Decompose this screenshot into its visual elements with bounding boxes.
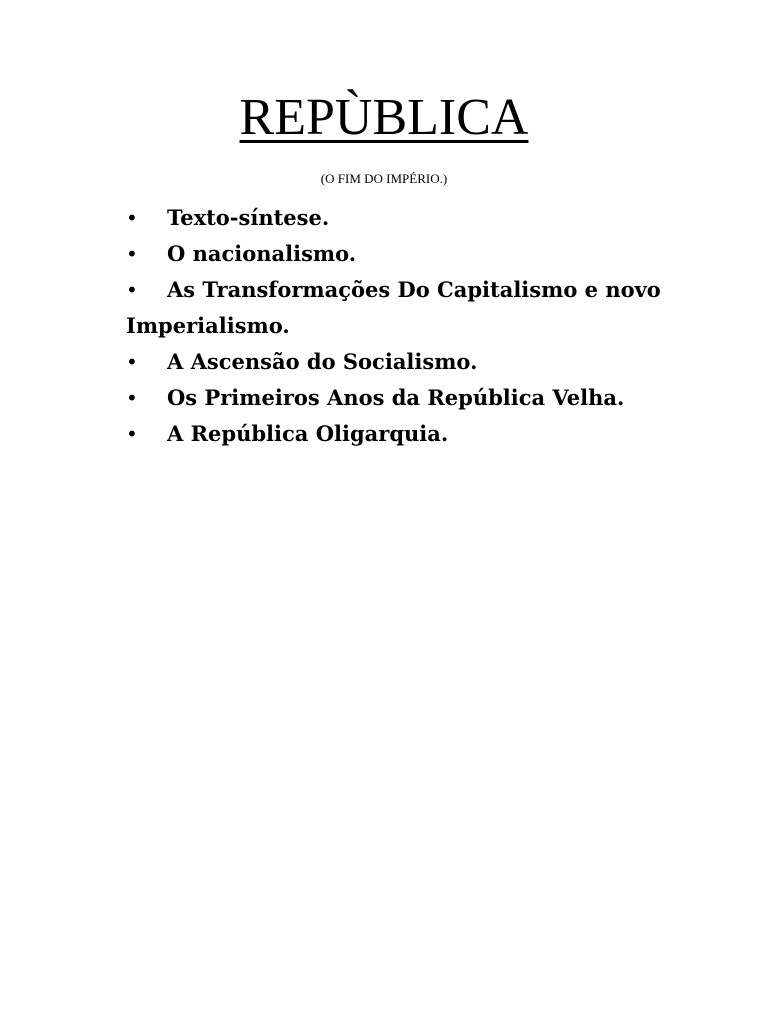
bullet-icon: • bbox=[126, 206, 138, 230]
bullet-icon: • bbox=[126, 242, 138, 266]
topic-item bbox=[126, 272, 686, 344]
topic-item bbox=[126, 344, 686, 380]
topic-text: Texto-síntese. bbox=[167, 205, 330, 230]
topic-item bbox=[126, 200, 686, 236]
bullet-icon: • bbox=[126, 278, 138, 302]
topic-text: A Ascensão do Socialismo. bbox=[167, 349, 478, 374]
topic-item bbox=[126, 236, 686, 272]
topic-item bbox=[126, 380, 686, 416]
bullet-icon: • bbox=[126, 386, 138, 410]
page-title bbox=[0, 88, 768, 148]
topic-text: A República Oligarquia. bbox=[167, 421, 449, 446]
topic-text: O nacionalismo. bbox=[167, 241, 357, 266]
bullet-icon: • bbox=[126, 350, 138, 374]
page-subtitle: (O FIM DO IMPÉRIO.) bbox=[320, 171, 448, 186]
bullet-icon: • bbox=[126, 422, 138, 446]
topic-text: Os Primeiros Anos da República Velha. bbox=[167, 385, 625, 410]
topic-list bbox=[126, 200, 686, 452]
page-title-text: REPÙBLICA bbox=[239, 89, 529, 146]
topic-item bbox=[126, 416, 686, 452]
topic-text: As Transformações Do Capitalismo e novo Imperialismo. bbox=[126, 277, 661, 338]
